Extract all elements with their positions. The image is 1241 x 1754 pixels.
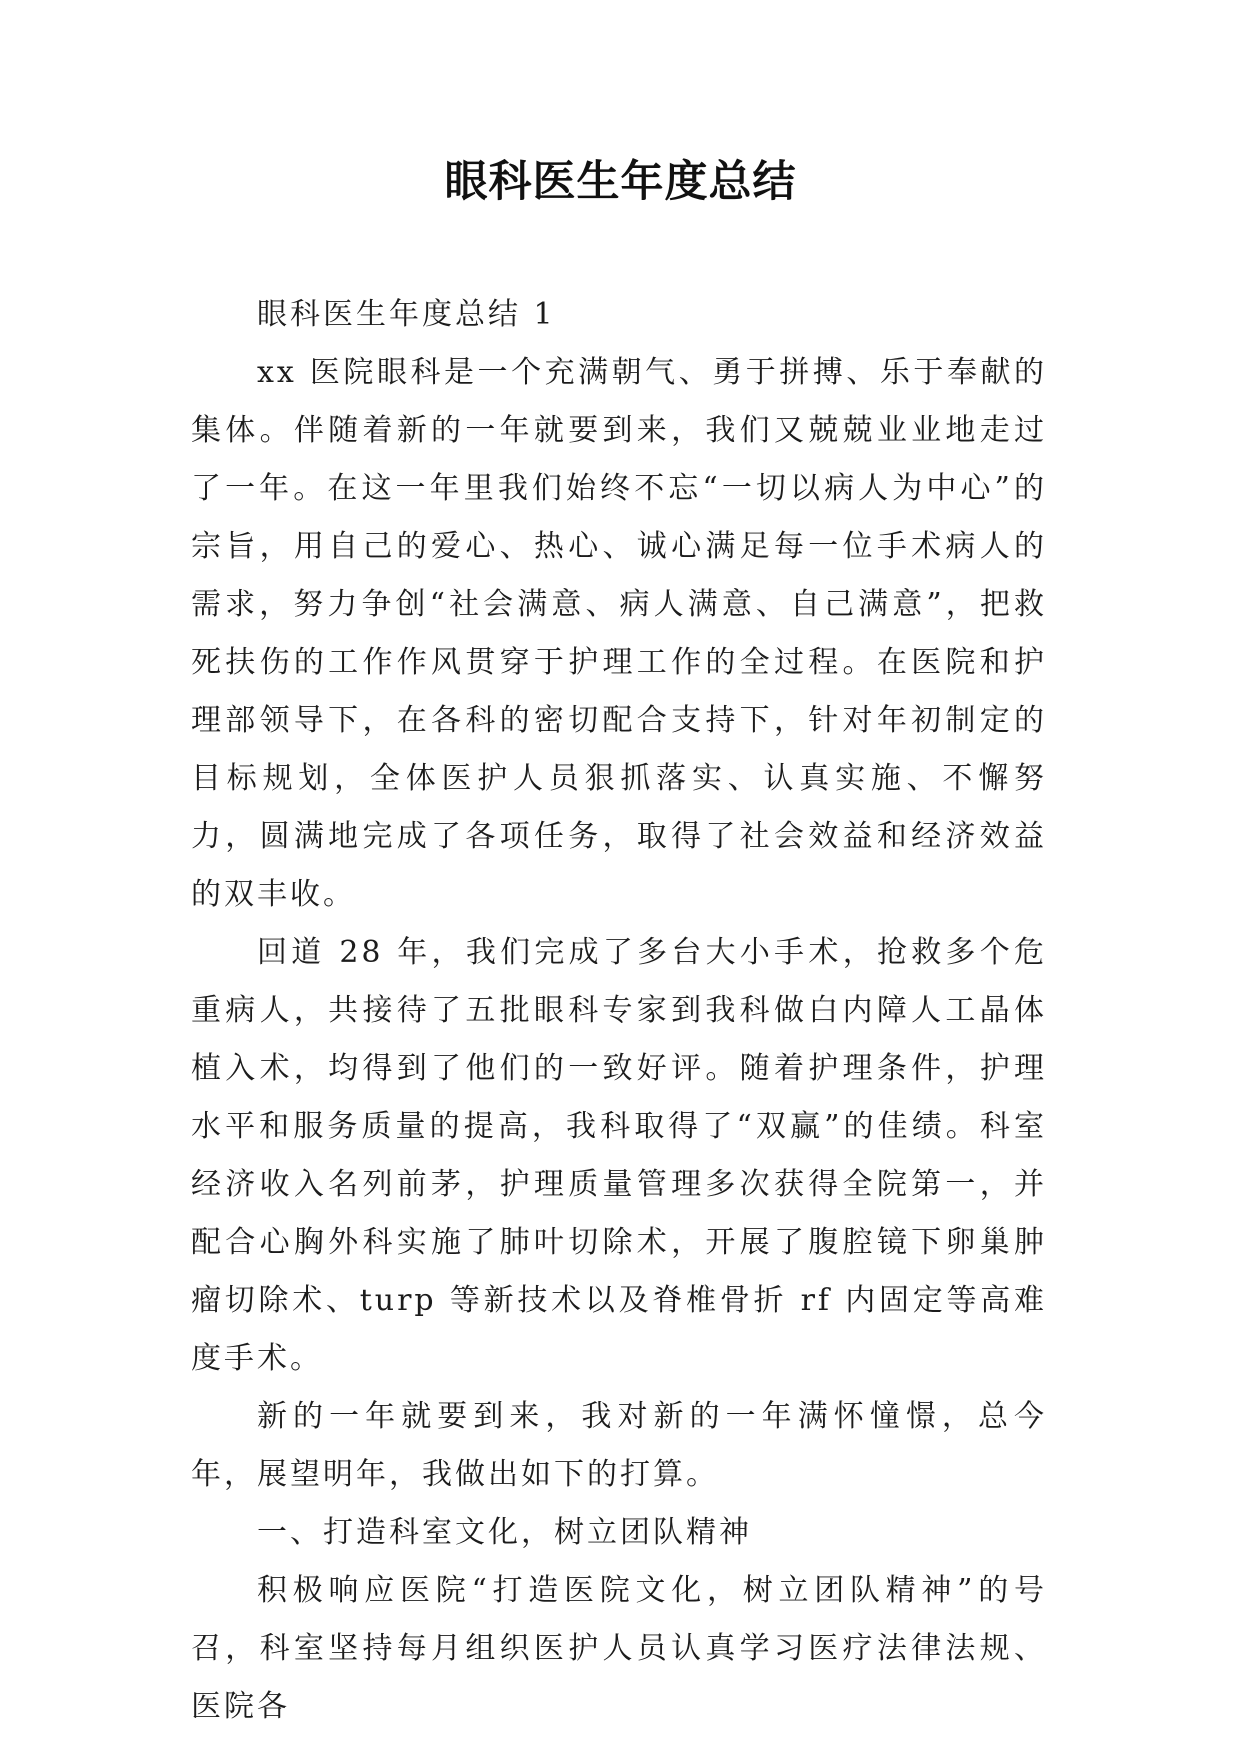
paragraph-plan: 新的一年就要到来，我对新的一年满怀憧憬，总今年，展望明年，我做出如下的打算。 — [191, 1399, 1047, 1492]
document-body — [191, 286, 1047, 1736]
plan-item-heading: 一、打造科室文化，树立团队精神 — [257, 1515, 752, 1550]
paragraph-culture: 积极响应医院“打造医院文化，树立团队精神”的号召，科室坚持每月组织医护人员认真学习医疗法律法规、医院各 — [191, 1573, 1047, 1724]
section-heading-1: 眼科医生年度总结 1 — [257, 297, 556, 332]
document-title: 眼科医生年度总结 — [444, 157, 797, 207]
paragraph-intro: xx 医院眼科是一个充满朝气、勇于拼搏、乐于奉献的集体。伴随着新的一年就要到来，我们又兢兢业业地走过了一年。在这一年里我们始终不忘“一切以病人为中心”的宗旨，用自己的爱心、热心、诚心满足每一位手术病人的需求，努力争创“社会满意、病人满意、自己满意”，把救死扶伤的工作作风贯穿于护理工作的全过程。在医院和护理部领导下，在各科的密切配合支持下，针对年初制定的目标规划，全体医护人员狠抓落实、认真实施、不懈努力，圆满地完成了各项任务，取得了社会效益和经济效益的双丰收。 — [191, 355, 1047, 912]
paragraph-review: 回道 28 年，我们完成了多台大小手术，抢救多个危重病人，共接待了五批眼科专家到我科做白内障人工晶体植入术，均得到了他们的一致好评。随着护理条件，护理水平和服务质量的提高，我科取得了“双赢”的佳绩。科室经济收入名列前茅，护理质量管理多次获得全院第一，并配合心胸外科实施了肺叶切除术，开展了腹腔镜下卵巢肿瘤切除术、turp 等新技术以及脊椎骨折 rf 内固定等高难度手术。 — [191, 935, 1047, 1376]
